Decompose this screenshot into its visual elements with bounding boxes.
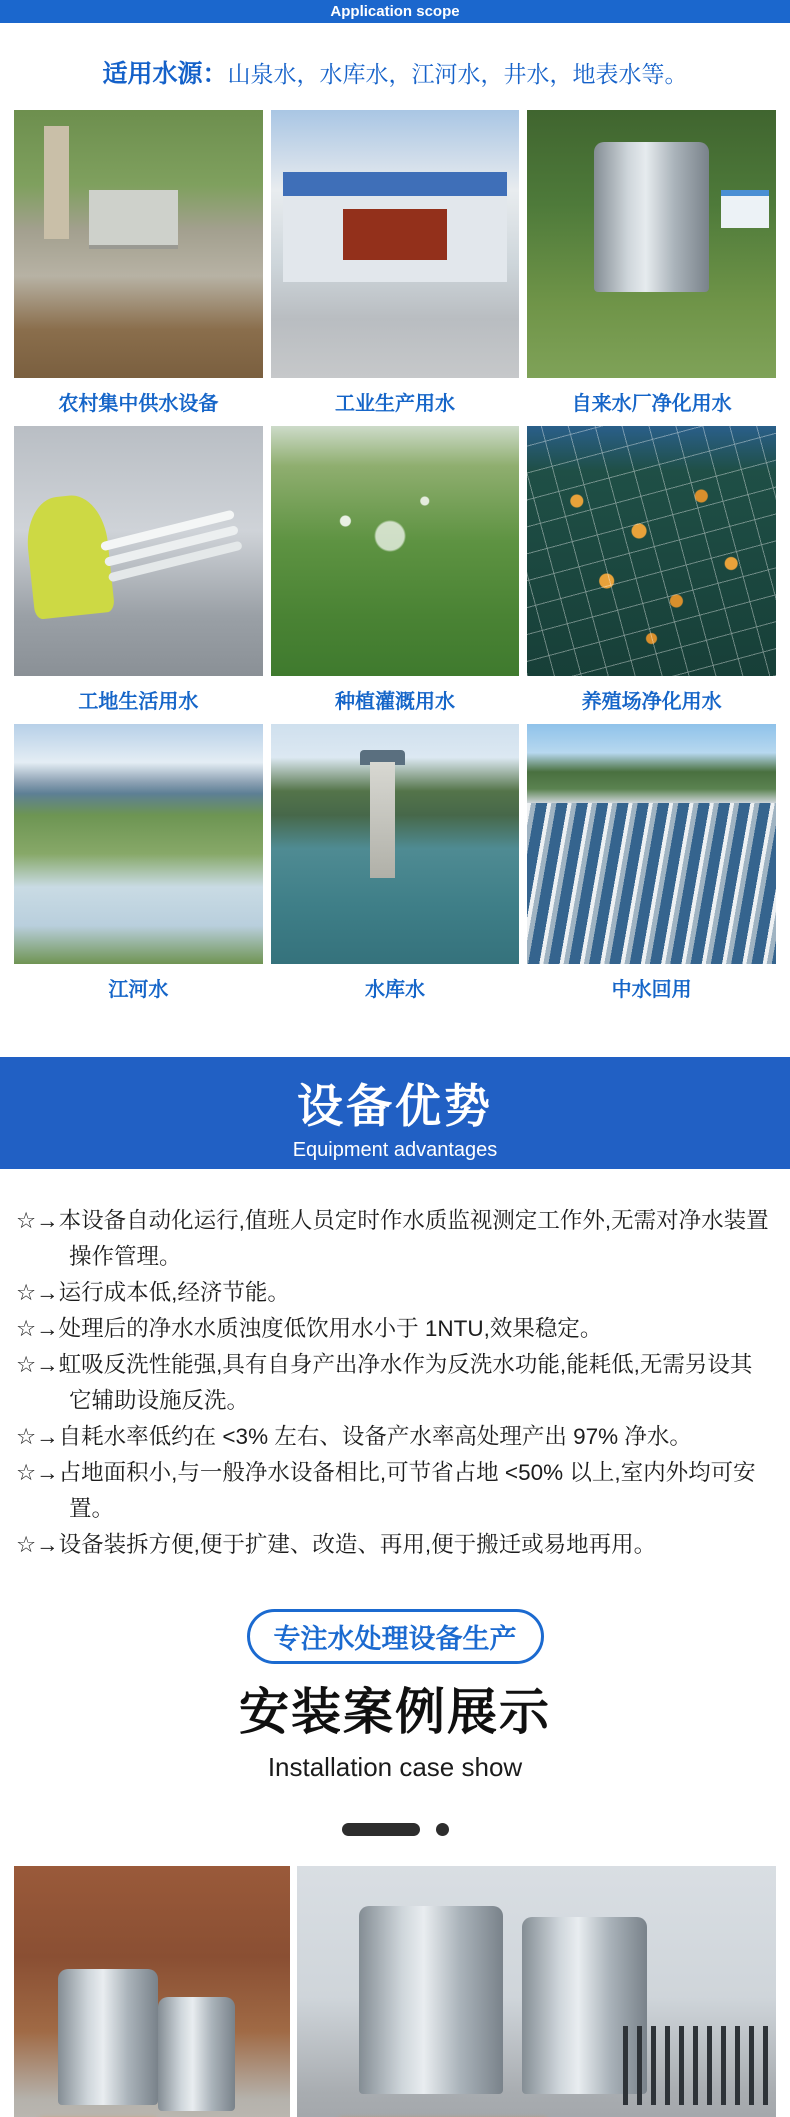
gallery-item	[527, 110, 776, 426]
equipment-advantages-banner	[0, 1057, 790, 1169]
pump-house-shape	[721, 190, 768, 228]
gallery-item	[14, 426, 263, 724]
divider-bar-shape	[342, 1823, 420, 1836]
case-photos	[14, 1866, 776, 2117]
photo-caption: 中水回用	[611, 979, 692, 1001]
advantages-list	[0, 1169, 790, 1563]
gallery-item	[271, 724, 520, 1012]
water-tank-shape	[89, 190, 179, 249]
application-scope-bar: Application scope	[0, 0, 790, 23]
stainless-tank-shape	[58, 1969, 157, 2106]
concrete-pillar-shape	[44, 126, 69, 239]
photo-caption: 工业生产用水	[334, 393, 455, 415]
photo-grid	[14, 110, 776, 1012]
advantage-item: ☆→本设备自动化运行,值班人员定时作水质监视测定工作外,无需对净水装置操作管理。	[16, 1208, 769, 1269]
cases-subtitle: Installation case show	[267, 1752, 523, 1782]
intro-label: 适用水源：	[102, 60, 228, 88]
photo-construction-site-domestic-water	[14, 426, 263, 676]
advantage-item: ☆→占地面积小,与一般净水设备相比,可节省占地 <50% 以上,室内外均可安置。	[16, 1460, 756, 1521]
advantage-item: ☆→自耗水率低约在 <3% 左右、设备产水率高处理产出 97% 净水。	[16, 1424, 692, 1449]
gallery-item	[527, 426, 776, 724]
net-overlay-shape	[527, 426, 776, 676]
gallery-item	[14, 110, 263, 426]
advantage-item: ☆→设备装拆方便,便于扩建、改造、再用,便于搬迁或易地再用。	[16, 1532, 657, 1557]
photo-planting-irrigation-water	[271, 426, 520, 676]
title-divider	[0, 1823, 790, 1836]
banner-subtitle: Equipment advantages	[292, 1139, 498, 1161]
photo-caption: 江河水	[108, 979, 169, 1001]
factory-roof-shape	[283, 172, 507, 196]
photo-fish-farm-purified-water	[527, 426, 776, 676]
photo-caption: 水库水	[364, 979, 425, 1001]
photo-caption: 养殖场净化用水	[581, 691, 722, 713]
gallery-item	[527, 724, 776, 1012]
cases-title: 安装案例展示	[239, 1684, 551, 1740]
worker-vest-shape	[23, 492, 115, 620]
photo-reservoir-water	[271, 724, 520, 964]
photo-rural-centralized-water-supply	[14, 110, 263, 378]
stainless-tank-shape	[594, 142, 708, 292]
gallery-item	[14, 724, 263, 1012]
advantage-item: ☆→虹吸反洗性能强,具有自身产出净水作为反洗水功能,能耗低,无需另设其它辅助设施反洗。	[16, 1352, 753, 1413]
treatment-channels-shape	[527, 803, 776, 964]
case-photo-earth-bank-tanks	[14, 1866, 290, 2117]
advantage-item: ☆→处理后的净水水质浊度低饮用水小于 1NTU,效果稳定。	[16, 1316, 603, 1341]
gallery-item	[271, 426, 520, 724]
photo-caption: 种植灌溉用水	[334, 691, 455, 713]
photo-caption: 自来水厂净化用水	[571, 393, 732, 415]
intro-line	[0, 23, 790, 110]
divider-dot-shape	[436, 1823, 449, 1836]
photo-waterworks-purification	[527, 110, 776, 378]
photo-river-water	[14, 724, 263, 964]
stainless-tank-shape	[359, 1906, 503, 2094]
photo-caption: 农村集中供水设备	[58, 393, 219, 415]
factory-sign-shape	[343, 209, 447, 260]
water-pipe-shape	[99, 510, 234, 552]
intro-text: 山泉水，水库水，江河水，井水，地表水等。	[227, 61, 688, 87]
iron-fence-shape	[623, 2026, 776, 2106]
photo-industrial-production-water	[271, 110, 520, 378]
case-photo-yard-tanks	[297, 1866, 776, 2117]
banner-title: 设备优势	[297, 1080, 493, 1132]
photo-reclaimed-water-reuse	[527, 724, 776, 964]
intake-tower-shape	[370, 762, 395, 877]
stainless-tank-shape	[158, 1997, 235, 2111]
photo-caption: 工地生活用水	[78, 691, 199, 713]
advantage-item: ☆→运行成本低,经济节能。	[16, 1280, 290, 1305]
focus-badge: 专注水处理设备生产	[247, 1609, 544, 1664]
gallery-item	[271, 110, 520, 426]
